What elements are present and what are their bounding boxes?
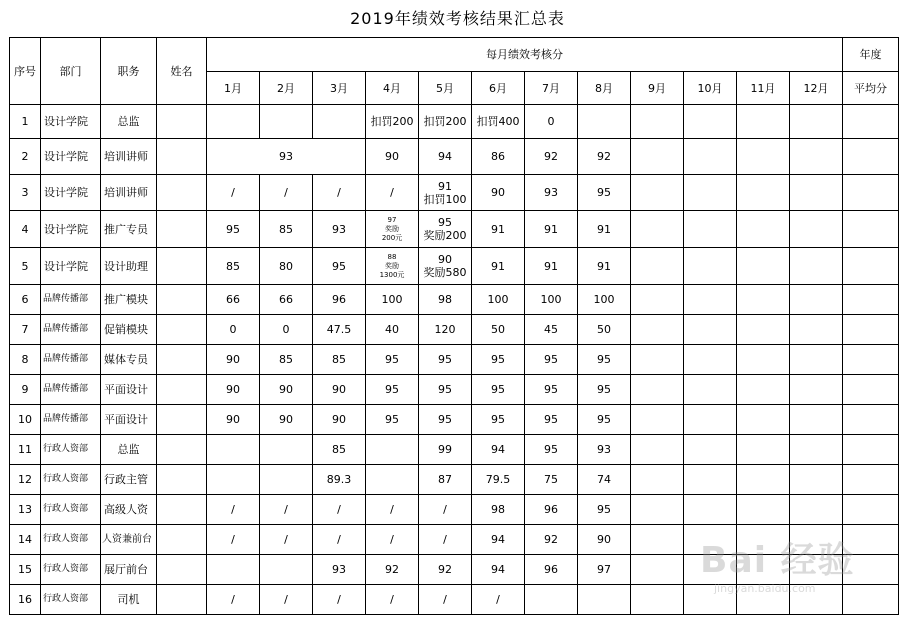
- table-row: [10, 405, 899, 435]
- cell-m4: /: [366, 495, 419, 525]
- cell-m7: 100: [525, 285, 578, 315]
- cell-dept: 行政人资部: [41, 465, 101, 495]
- cell-m8: 95: [578, 405, 631, 435]
- header-month: 9月: [631, 72, 684, 105]
- cell-m2: /: [260, 495, 313, 525]
- cell-m2: 85: [260, 211, 313, 248]
- cell-no: 8: [10, 345, 41, 375]
- cell-m6: 100: [472, 285, 525, 315]
- cell-m7: 92: [525, 525, 578, 555]
- cell-m8: 91: [578, 211, 631, 248]
- cell-m4: [366, 248, 419, 285]
- cell-role: 行政主管: [101, 465, 157, 495]
- cell-m7: 95: [525, 435, 578, 465]
- cell-dept: 设计学院: [41, 105, 101, 139]
- cell-no: 5: [10, 248, 41, 285]
- header-month: 4月: [366, 72, 419, 105]
- cell-m5-score: 90: [438, 253, 452, 266]
- cell-m5: 120: [419, 315, 472, 345]
- cell-m1: 95: [207, 211, 260, 248]
- cell-m1: 85: [207, 248, 260, 285]
- cell-m6: 91: [472, 248, 525, 285]
- cell-m3: /: [313, 585, 366, 615]
- cell-m7: 45: [525, 315, 578, 345]
- cell-role: 媒体专员: [101, 345, 157, 375]
- page-title: 2019年绩效考核结果汇总表: [350, 9, 565, 28]
- cell-m3: /: [313, 175, 366, 211]
- table-row: [10, 175, 899, 211]
- cell-m3: 93: [313, 555, 366, 585]
- cell-role: 司机: [101, 585, 157, 615]
- cell-no: 1: [10, 105, 41, 139]
- cell-no: 9: [10, 375, 41, 405]
- cell-m2: [260, 555, 313, 585]
- cell-m2: /: [260, 585, 313, 615]
- cell-m7: 95: [525, 375, 578, 405]
- cell-m7: 95: [525, 405, 578, 435]
- cell-m5: 99: [419, 435, 472, 465]
- cell-average: [843, 211, 899, 248]
- header-dept: 部门: [41, 38, 101, 105]
- cell-m4: /: [366, 525, 419, 555]
- cell-average: [843, 495, 899, 525]
- cell-role: 高级人资: [101, 495, 157, 525]
- table-row: [10, 285, 899, 315]
- cell-m3: 95: [313, 248, 366, 285]
- cell-dept: 品牌传播部: [41, 345, 101, 375]
- cell-m8: [578, 105, 631, 139]
- cell-m6: /: [472, 585, 525, 615]
- cell-role: 设计助理: [101, 248, 157, 285]
- cell-no: 4: [10, 211, 41, 248]
- cell-m8: 100: [578, 285, 631, 315]
- cell-m6: 50: [472, 315, 525, 345]
- cell-name: [157, 139, 207, 175]
- cell-m5: /: [419, 495, 472, 525]
- cell-name: [157, 555, 207, 585]
- watermark-brand: Bai 经验: [700, 540, 855, 581]
- header-month: 12月: [790, 72, 843, 105]
- cell-m6: 95: [472, 345, 525, 375]
- cell-m2: [260, 435, 313, 465]
- cell-m1: /: [207, 525, 260, 555]
- table-row: [10, 525, 899, 555]
- table-row: [10, 465, 899, 495]
- cell-dept: 品牌传播部: [41, 315, 101, 345]
- cell-name: [157, 435, 207, 465]
- cell-m5-note: 扣罚100: [423, 192, 467, 206]
- cell-name: [157, 495, 207, 525]
- cell-average: [843, 525, 899, 555]
- cell-average: [843, 555, 899, 585]
- table-row: [10, 105, 899, 139]
- cell-name: [157, 345, 207, 375]
- cell-m4: 40: [366, 315, 419, 345]
- cell-m2: 85: [260, 345, 313, 375]
- cell-name: [157, 315, 207, 345]
- cell-m6: 91: [472, 211, 525, 248]
- cell-m3: 90: [313, 375, 366, 405]
- table-row: [10, 375, 899, 405]
- cell-average: [843, 435, 899, 465]
- cell-m2: 66: [260, 285, 313, 315]
- cell-m2: /: [260, 525, 313, 555]
- cell-name: [157, 285, 207, 315]
- cell-m4: [366, 435, 419, 465]
- cell-dept: 行政人资部: [41, 555, 101, 585]
- header-monthly: 每月绩效考核分: [207, 38, 843, 72]
- cell-average: [843, 175, 899, 211]
- cell-name: [157, 585, 207, 615]
- header-month: 2月: [260, 72, 313, 105]
- cell-role: 总监: [101, 105, 157, 139]
- cell-m8: 90: [578, 525, 631, 555]
- cell-m4-amount: 200元: [381, 233, 403, 242]
- header-month: 6月: [472, 72, 525, 105]
- cell-role: 人资兼前台: [101, 525, 157, 555]
- cell-dept: 行政人资部: [41, 495, 101, 525]
- cell-m4: 95: [366, 345, 419, 375]
- cell-m7: 0: [525, 105, 578, 139]
- cell-average: [843, 285, 899, 315]
- cell-m8: 95: [578, 375, 631, 405]
- cell-m6: 95: [472, 405, 525, 435]
- cell-m7: 91: [525, 211, 578, 248]
- cell-m1: 90: [207, 345, 260, 375]
- cell-role: 平面设计: [101, 405, 157, 435]
- cell-no: 10: [10, 405, 41, 435]
- cell-dept: 行政人资部: [41, 585, 101, 615]
- cell-no: 7: [10, 315, 41, 345]
- cell-m1: [207, 435, 260, 465]
- table-row: [10, 345, 899, 375]
- cell-m7: 93: [525, 175, 578, 211]
- cell-role: 展厅前台: [101, 555, 157, 585]
- cell-m5-score: 91: [438, 179, 452, 193]
- cell-m4: /: [366, 585, 419, 615]
- cell-m1: [207, 105, 260, 139]
- cell-m4-note: 奖励: [385, 224, 399, 233]
- cell-m5: 95: [419, 345, 472, 375]
- cell-m4: 92: [366, 555, 419, 585]
- cell-m1: 90: [207, 405, 260, 435]
- performance-table: [9, 37, 899, 615]
- cell-m2: /: [260, 175, 313, 211]
- cell-m1: 66: [207, 285, 260, 315]
- cell-m1: 0: [207, 315, 260, 345]
- cell-m7: [525, 585, 578, 615]
- cell-m5: /: [419, 525, 472, 555]
- table-row: [10, 211, 899, 248]
- cell-m8: 95: [578, 175, 631, 211]
- cell-m7: 96: [525, 495, 578, 525]
- cell-no: 14: [10, 525, 41, 555]
- cell-dept: 设计学院: [41, 139, 101, 175]
- cell-m6: 90: [472, 175, 525, 211]
- cell-m4-amount: 1300元: [379, 270, 405, 279]
- cell-no: 3: [10, 175, 41, 211]
- watermark-url: jingyan.baidu.com: [714, 582, 816, 595]
- cell-m5: [419, 211, 472, 248]
- cell-m4-score: 88: [387, 252, 397, 261]
- cell-m6: 扣罚400: [472, 105, 525, 139]
- cell-m3: [313, 105, 366, 139]
- cell-m2: [260, 465, 313, 495]
- cell-m8: 50: [578, 315, 631, 345]
- cell-m8: 97: [578, 555, 631, 585]
- header-month: 8月: [578, 72, 631, 105]
- cell-m1: /: [207, 585, 260, 615]
- cell-no: 12: [10, 465, 41, 495]
- cell-m6: 94: [472, 555, 525, 585]
- cell-m4: 95: [366, 375, 419, 405]
- cell-m5: 95: [419, 405, 472, 435]
- header-month: 10月: [684, 72, 737, 105]
- cell-m5: 87: [419, 465, 472, 495]
- cell-m8: 95: [578, 345, 631, 375]
- header-month: 5月: [419, 72, 472, 105]
- cell-average: [843, 315, 899, 345]
- cell-m4: 100: [366, 285, 419, 315]
- header-no: 序号: [10, 38, 41, 105]
- cell-dept: 行政人资部: [41, 435, 101, 465]
- cell-m8: 92: [578, 139, 631, 175]
- cell-role: 推广模块: [101, 285, 157, 315]
- cell-m7: 91: [525, 248, 578, 285]
- cell-m6: 94: [472, 435, 525, 465]
- cell-m1: [207, 465, 260, 495]
- table-row: [10, 585, 899, 615]
- header-year: 年度: [843, 38, 899, 72]
- cell-m3: 89.3: [313, 465, 366, 495]
- cell-m8: 93: [578, 435, 631, 465]
- cell-m5: /: [419, 585, 472, 615]
- header-month: 11月: [737, 72, 790, 105]
- cell-m4: /: [366, 175, 419, 211]
- table-row: [10, 495, 899, 525]
- table-row: [10, 435, 899, 465]
- cell-m5: 95: [419, 375, 472, 405]
- cell-m2: 80: [260, 248, 313, 285]
- cell-m1: 90: [207, 375, 260, 405]
- cell-average: [843, 248, 899, 285]
- cell-role: 总监: [101, 435, 157, 465]
- cell-m8: 91: [578, 248, 631, 285]
- cell-m3: 47.5: [313, 315, 366, 345]
- cell-m5-note: 奖励580: [423, 266, 467, 279]
- cell-m4: 90: [366, 139, 419, 175]
- cell-m4-score: 97: [387, 215, 397, 224]
- cell-m5: 扣罚200: [419, 105, 472, 139]
- cell-role: 培训讲师: [101, 139, 157, 175]
- cell-m4: [366, 465, 419, 495]
- cell-m5: 92: [419, 555, 472, 585]
- cell-m5: 94: [419, 139, 472, 175]
- cell-name: [157, 405, 207, 435]
- cell-dept: 品牌传播部: [41, 285, 101, 315]
- cell-m8: 95: [578, 495, 631, 525]
- cell-average: [843, 345, 899, 375]
- cell-average: [843, 105, 899, 139]
- cell-no: 6: [10, 285, 41, 315]
- cell-m5-note: 奖励200: [423, 229, 467, 242]
- cell-m6: 95: [472, 375, 525, 405]
- cell-no: 2: [10, 139, 41, 175]
- cell-m4: [366, 211, 419, 248]
- cell-dept: 设计学院: [41, 175, 101, 211]
- table-row: [10, 139, 899, 175]
- cell-m3: 85: [313, 345, 366, 375]
- cell-m8: [578, 585, 631, 615]
- cell-name: [157, 211, 207, 248]
- cell-name: [157, 175, 207, 211]
- cell-dept: 品牌传播部: [41, 375, 101, 405]
- cell-role: 推广专员: [101, 211, 157, 248]
- cell-m4: 扣罚200: [366, 105, 419, 139]
- cell-m8: 74: [578, 465, 631, 495]
- cell-m6: 86: [472, 139, 525, 175]
- cell-m7: 92: [525, 139, 578, 175]
- cell-name: [157, 248, 207, 285]
- header-name: 姓名: [157, 38, 207, 105]
- cell-m6: 79.5: [472, 465, 525, 495]
- cell-role: 平面设计: [101, 375, 157, 405]
- cell-no: 11: [10, 435, 41, 465]
- cell-m2: 0: [260, 315, 313, 345]
- cell-m3: 85: [313, 435, 366, 465]
- cell-m2: [260, 105, 313, 139]
- cell-m5-score: 95: [438, 216, 452, 229]
- cell-dept: 品牌传播部: [41, 405, 101, 435]
- cell-m3: 90: [313, 405, 366, 435]
- cell-dept: 行政人资部: [41, 525, 101, 555]
- header-month: 3月: [313, 72, 366, 105]
- cell-no: 15: [10, 555, 41, 585]
- cell-dept: 设计学院: [41, 211, 101, 248]
- cell-m1-3: 93: [207, 139, 366, 175]
- cell-m1: /: [207, 495, 260, 525]
- cell-m6: 94: [472, 525, 525, 555]
- cell-name: [157, 105, 207, 139]
- table-row: [10, 555, 899, 585]
- table-row: [10, 315, 899, 345]
- cell-average: [843, 405, 899, 435]
- cell-m5: [419, 248, 472, 285]
- cell-no: 13: [10, 495, 41, 525]
- cell-average: [843, 465, 899, 495]
- cell-average: [843, 139, 899, 175]
- header-average: 平均分: [843, 72, 899, 105]
- cell-m4: 95: [366, 405, 419, 435]
- cell-m3: 96: [313, 285, 366, 315]
- cell-m6: 98: [472, 495, 525, 525]
- cell-average: [843, 585, 899, 615]
- cell-name: [157, 465, 207, 495]
- cell-m4-note: 奖励: [385, 261, 399, 270]
- header-month: 7月: [525, 72, 578, 105]
- cell-average: [843, 375, 899, 405]
- table-row: [10, 248, 899, 285]
- cell-m1: /: [207, 175, 260, 211]
- cell-name: [157, 525, 207, 555]
- cell-m5: 98: [419, 285, 472, 315]
- cell-m2: 90: [260, 405, 313, 435]
- cell-m3: 93: [313, 211, 366, 248]
- cell-role: 促销模块: [101, 315, 157, 345]
- cell-m3: /: [313, 525, 366, 555]
- cell-dept: 设计学院: [41, 248, 101, 285]
- cell-name: [157, 375, 207, 405]
- cell-m1: [207, 555, 260, 585]
- cell-m7: 96: [525, 555, 578, 585]
- cell-m5: [419, 175, 472, 211]
- cell-m3: /: [313, 495, 366, 525]
- cell-role: 培训讲师: [101, 175, 157, 211]
- cell-m2: 90: [260, 375, 313, 405]
- cell-no: 16: [10, 585, 41, 615]
- header-role: 职务: [101, 38, 157, 105]
- header-month: 1月: [207, 72, 260, 105]
- cell-m7: 95: [525, 345, 578, 375]
- cell-m7: 75: [525, 465, 578, 495]
